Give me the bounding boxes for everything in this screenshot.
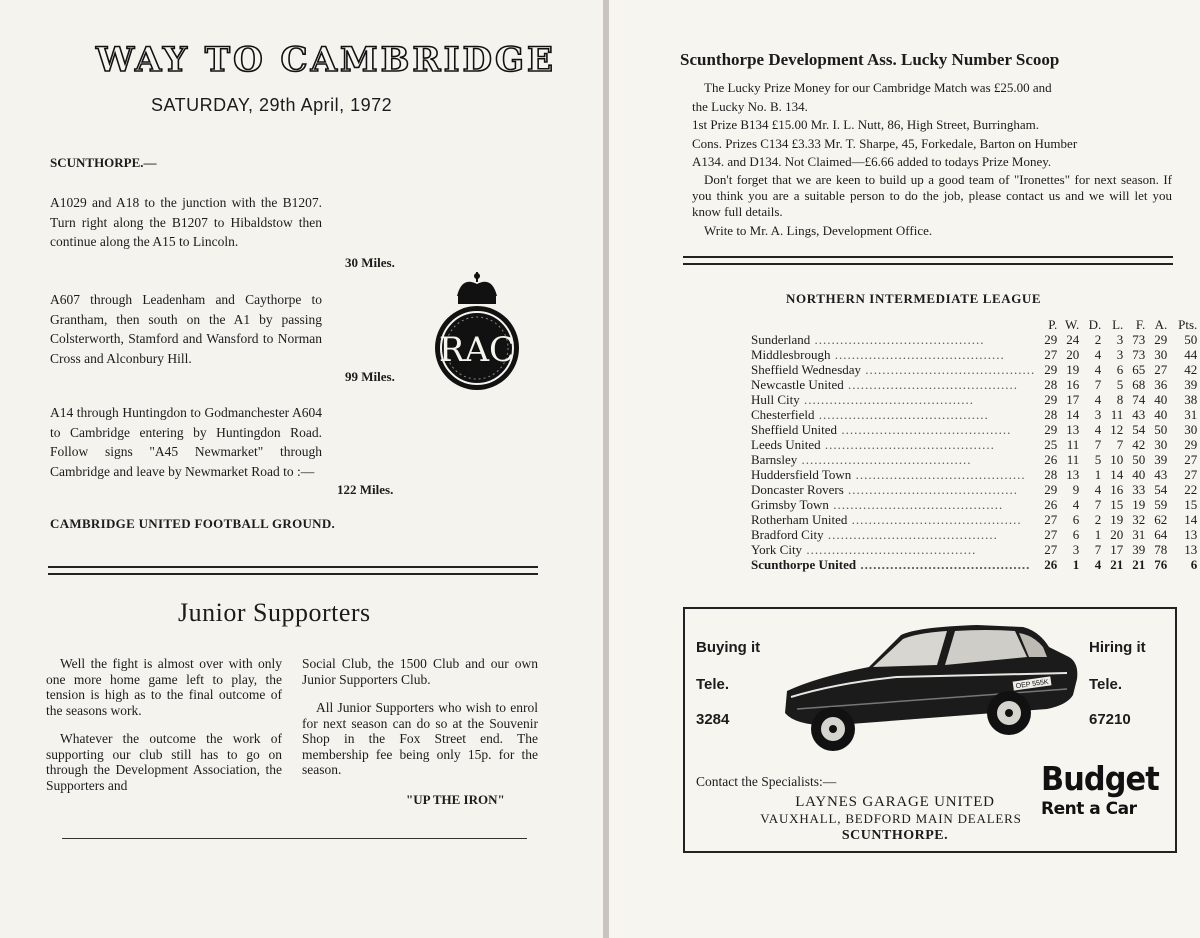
stat-p: 27 [1044,527,1058,542]
stat-d: 2 [1094,332,1102,347]
stat-p: 29 [1044,362,1058,377]
leader-dots: ........................................ [828,497,1004,512]
stat-w: 4 [1072,497,1080,512]
stat-w: 1 [1072,557,1080,572]
stat-l: 19 [1110,512,1124,527]
leader-dots: ........................................ [820,437,995,452]
league-row [751,437,1197,452]
stat-f: 32 [1132,512,1146,527]
team-label: Newcastle United [751,377,844,392]
route-2: A607 through Leadenham and Caythorpe to Grantham, then south on the A1 by passing Colsterworth, Stamford and Wansford to Norman Cross and Alconbury Hill. [50,292,322,366]
stat-l: 15 [1110,497,1124,512]
league-row [751,332,1197,347]
team-label: Doncaster Rovers [751,482,844,497]
stat-d: 7 [1094,437,1102,452]
stat-p: 29 [1044,392,1058,407]
stat-l: 17 [1110,542,1124,557]
stat-p: 26 [1044,452,1058,467]
stat-d: 4 [1094,482,1102,497]
team-name [751,557,1035,572]
league-row [751,497,1197,512]
team-label: Sheffield Wednesday [751,362,862,377]
stat-d: 3 [1094,407,1102,422]
team-name [751,542,1035,557]
stat-a: 29 [1154,332,1168,347]
stat-pts: 13 [1184,542,1198,557]
route-1-miles: 30 Miles. [345,255,395,270]
stat-pts: 22 [1184,482,1198,497]
leader-dots: ........................................ [847,512,1022,527]
stat-a: 40 [1154,407,1168,422]
contact-line: Contact the Specialists:— [696,774,837,789]
scoop-line: 1st Prize B134 £15.00 Mr. I. L. Nutt, 86, High Street, Burringham. [692,117,1040,132]
stat-d: 7 [1094,497,1102,512]
stat-w: 16 [1066,377,1080,392]
route-2-miles: 99 Miles. [345,369,395,384]
team-label: York City [751,542,803,557]
stat-d: 4 [1094,362,1102,377]
leader-dots: ........................................ [843,377,1019,392]
rac-badge-logo [432,270,522,395]
team-name [751,527,1035,542]
destination: CAMBRIDGE UNITED FOOTBALL GROUND. [50,516,336,531]
team-label: Huddersfield Town [751,467,852,482]
paragraph: Whatever the outcome the work of supporting our club still has to go on through the Development Association, the Supporters and [46,731,282,793]
stat-p: 25 [1044,437,1058,452]
league-row [751,467,1197,482]
team-label: Scunthorpe United [751,557,857,572]
stat-f: 40 [1132,467,1146,482]
slogan: "UP THE IRON" [406,792,505,807]
team-label: Grimsby Town [751,497,829,512]
stat-d: 4 [1094,392,1102,407]
junior-column-1 [46,656,282,806]
stat-a: 78 [1154,542,1168,557]
stat-pts: 13 [1184,527,1198,542]
stat-pts: 27 [1184,467,1198,482]
stat-w: 9 [1072,482,1080,497]
phone-left: 3284 [696,711,730,728]
stat-a: 30 [1154,437,1168,452]
stat-a: 50 [1154,422,1168,437]
from-label: SCUNTHORPE.— [50,155,157,170]
league-row [751,362,1197,377]
stat-l: 12 [1110,422,1124,437]
stat-pts: 44 [1184,347,1198,362]
team-label: Leeds United [751,437,821,452]
laynes-garage-advert [683,607,1177,853]
stat-w: 24 [1066,332,1080,347]
stat-p: 28 [1044,377,1058,392]
leader-dots: ........................................ [843,482,1019,497]
divider [48,566,538,568]
tele-left-label: Tele. [696,676,730,693]
stat-pts: 29 [1184,437,1198,452]
stat-d: 1 [1094,467,1102,482]
scoop-line: Don't forget that we are keen to build up a good team of "Ironettes" for next season. If you think you are a suitable person to do the job, please contact us and we will let you know full details. [692,171,1172,219]
league-header-row [751,317,1197,332]
stat-a: 36 [1154,377,1168,392]
stat-a: 54 [1154,482,1168,497]
league-row [751,407,1197,422]
header-pts: Pts. [1178,317,1198,332]
dealers-line: VAUXHALL, BEDFORD MAIN DEALERS [760,811,1022,826]
stat-a: 62 [1154,512,1168,527]
stat-p: 27 [1044,512,1058,527]
stat-pts: 38 [1184,392,1198,407]
stat-w: 6 [1072,512,1080,527]
match-date: SATURDAY, 29th April, 1972 [151,95,393,115]
stat-l: 11 [1110,407,1124,422]
header-p: P. [1048,317,1058,332]
team-name [751,347,1035,362]
paragraph: Well the fight is almost over with only one more home game left to play, the tension is high as to the final outcome of the seasons work. [46,656,282,718]
route-1: A1029 and A18 to the junction with the B1207. Turn right along the B1207 to Hibaldstow then continue along the A15 to Lincoln. [50,195,322,249]
leader-dots: ........................................ [823,527,998,542]
stat-l: 3 [1116,332,1124,347]
team-label: Rotherham United [751,512,848,527]
team-label: Sunderland [751,332,811,347]
team-name [751,392,1035,407]
league-row [751,512,1197,527]
league-row [751,527,1197,542]
scoop-line: Write to Mr. A. Lings, Development Office. [704,222,933,238]
stat-l: 8 [1116,392,1124,407]
stat-a: 39 [1154,452,1168,467]
divider [683,256,1173,258]
leader-dots: ........................................ [797,452,972,467]
stat-l: 5 [1116,377,1124,392]
stat-p: 29 [1044,332,1058,347]
stat-pts: 31 [1184,407,1198,422]
leader-dots: ........................................ [810,332,985,347]
league-row [751,482,1197,497]
stat-d: 5 [1094,452,1102,467]
route-3-miles: 122 Miles. [337,482,394,497]
stat-a: 27 [1154,362,1168,377]
stat-p: 29 [1044,422,1058,437]
hiring-label: Hiring it [1089,639,1146,656]
stat-pts: 30 [1184,422,1198,437]
stat-f: 73 [1132,347,1146,362]
stat-f: 43 [1132,407,1146,422]
team-name [751,482,1035,497]
league-row [751,422,1197,437]
scoop-line: The Lucky Prize Money for our Cambridge Match was £25.00 and [704,80,1052,95]
leader-dots: ........................................ [830,347,1005,362]
team-label: Middlesbrough [751,347,831,362]
team-name [751,467,1035,482]
stat-w: 17 [1066,392,1080,407]
budget-logo [1041,761,1165,841]
stat-d: 7 [1094,377,1102,392]
stat-p: 27 [1044,347,1058,362]
stat-a: 40 [1154,392,1168,407]
rac-logo-text: RAC [438,330,516,370]
stat-f: 50 [1132,452,1146,467]
paragraph: Social Club, the 1500 Club and our own Junior Supporters Club. [302,656,538,687]
stat-f: 31 [1132,527,1146,542]
stat-f: 19 [1132,497,1146,512]
stat-pts: 50 [1184,332,1198,347]
team-label: Hull City [751,392,800,407]
leader-dots: ........................................ [802,542,977,557]
leader-dots: ........................................ [851,467,1026,482]
page-title: WAY TO CAMBRIDGE [96,40,556,80]
league-row [751,392,1197,407]
team-name [751,437,1035,452]
stat-d: 2 [1094,512,1102,527]
stat-p: 28 [1044,407,1058,422]
car-plate: OEP 555K [1015,678,1050,691]
tele-right-label: Tele. [1089,676,1123,693]
league-row [751,347,1197,362]
stat-p: 29 [1044,482,1058,497]
stat-w: 11 [1066,437,1080,452]
league-row [751,542,1197,557]
stat-w: 11 [1066,452,1080,467]
scoop-title: Scunthorpe Development Ass. Lucky Number Scoop [680,50,1060,69]
stat-w: 13 [1066,467,1080,482]
stat-p: 28 [1044,467,1058,482]
stat-pts: 14 [1184,512,1198,527]
budget-brand: Budget [1041,759,1159,798]
stat-w: 13 [1066,422,1080,437]
stat-d: 4 [1094,347,1102,362]
league-row [751,377,1197,392]
team-name [751,512,1035,527]
scoop-line: the Lucky No. B. 134. [692,98,808,114]
stat-w: 14 [1066,407,1080,422]
stat-l: 7 [1116,437,1124,452]
stat-l: 3 [1116,347,1124,362]
stat-l: 20 [1110,527,1124,542]
header-d: D. [1088,317,1102,332]
stat-a: 64 [1154,527,1168,542]
junior-column-2 [302,656,538,791]
team-name [751,497,1035,512]
stat-l: 21 [1110,557,1124,572]
stat-pts: 27 [1184,452,1198,467]
stat-f: 68 [1132,377,1146,392]
phone-right: 67210 [1089,711,1131,728]
divider [62,838,527,839]
route-3: A14 through Huntingdon to Godmanchester A604 to Cambridge entering by Huntingdon Road. Follow signs "A45 Newmarket" through Cambridge and leave by Newmarket Road to :— [50,405,322,479]
header-w: W. [1064,317,1080,332]
stat-l: 10 [1110,452,1124,467]
stat-f: 39 [1132,542,1146,557]
league-row [751,557,1197,572]
scoop-line: Cons. Prizes C134 £3.33 Mr. T. Sharpe, 45, Forkedale, Barton on Humber [692,135,1078,151]
leader-dots: ........................................ [814,407,989,422]
car-illustration [777,617,1081,759]
stat-f: 42 [1132,437,1146,452]
stat-p: 26 [1044,497,1058,512]
stat-pts: 6 [1190,557,1198,572]
leader-dots: ........................................ [861,362,1036,377]
team-name [751,452,1035,467]
team-name [751,362,1035,377]
stat-w: 3 [1072,542,1080,557]
stat-w: 6 [1072,527,1080,542]
divider [48,573,538,575]
stat-p: 26 [1044,557,1058,572]
leader-dots: ........................................ [837,422,1012,437]
town-line: SCUNTHORPE. [841,828,949,843]
stat-pts: 42 [1184,362,1198,377]
stat-pts: 39 [1184,377,1198,392]
team-name [751,377,1035,392]
stat-a: 30 [1154,347,1168,362]
league-title: NORTHERN INTERMEDIATE LEAGUE [786,291,1042,306]
junior-supporters-heading: Junior Supporters [178,598,371,627]
stat-f: 74 [1132,392,1146,407]
buying-label: Buying it [696,639,761,656]
stat-l: 6 [1116,362,1124,377]
team-label: Chesterfield [751,407,815,422]
rent-a-car: Rent a Car [1041,799,1137,819]
scoop-line: A134. and D134. Not Claimed—£6.66 added to todays Prize Money. [692,154,1052,169]
leader-dots: ........................................ [856,557,1031,572]
stat-f: 73 [1132,332,1146,347]
stat-d: 4 [1094,557,1102,572]
stat-a: 43 [1154,467,1168,482]
stat-a: 59 [1154,497,1168,512]
stat-f: 21 [1132,557,1146,572]
league-row [751,452,1197,467]
stat-f: 33 [1132,482,1146,497]
league-table [751,317,1197,572]
stat-p: 27 [1044,542,1058,557]
stat-pts: 15 [1184,497,1198,512]
scoop-section [692,79,1172,240]
stat-l: 14 [1110,467,1124,482]
stat-d: 7 [1094,542,1102,557]
stat-f: 65 [1132,362,1146,377]
team-name [751,332,1035,347]
header-l: L. [1112,317,1124,332]
stat-d: 1 [1094,527,1102,542]
team-label: Sheffield United [751,422,838,437]
stat-l: 16 [1110,482,1124,497]
team-label: Barnsley [751,452,798,467]
stat-w: 19 [1066,362,1080,377]
team-name [751,422,1035,437]
stat-f: 54 [1132,422,1146,437]
team-label: Bradford City [751,527,824,542]
team-name [751,407,1035,422]
header-f: F. [1135,317,1146,332]
stat-w: 20 [1066,347,1080,362]
garage-name: LAYNES GARAGE UNITED [795,794,995,810]
leader-dots: ........................................ [799,392,975,407]
stat-a: 76 [1154,557,1168,572]
header-a: A. [1154,317,1168,332]
stat-d: 4 [1094,422,1102,437]
divider [683,263,1173,265]
paragraph: All Junior Supporters who wish to enrol for next season can do so at the Souvenir Shop in the Fox Street end. The membership fee being only 15p. for the season. [302,700,538,777]
